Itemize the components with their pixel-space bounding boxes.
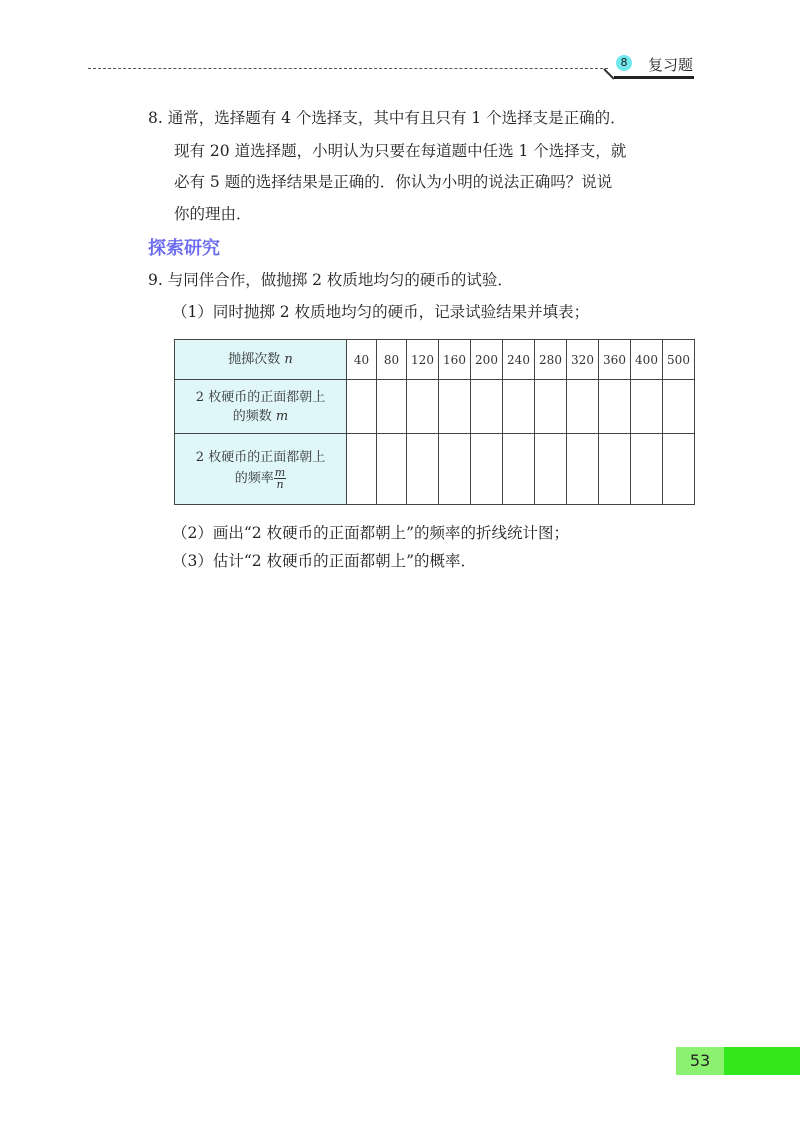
table-cell-empty bbox=[663, 380, 695, 434]
table-cell-empty bbox=[347, 380, 377, 434]
table-cell: 200 bbox=[471, 340, 503, 380]
table-cell-empty bbox=[631, 434, 663, 505]
table-cell: 80 bbox=[377, 340, 407, 380]
trial-results-table bbox=[174, 339, 695, 505]
table-cell-empty bbox=[535, 380, 567, 434]
header-dashed-rule bbox=[88, 68, 608, 69]
table-cell-empty bbox=[377, 380, 407, 434]
header-rule-slant bbox=[603, 68, 614, 79]
table-cell: 280 bbox=[535, 340, 567, 380]
row-3-label-line-1: 2 枚硬币的正面都朝上 bbox=[195, 450, 326, 465]
fraction-numerator: m bbox=[274, 466, 286, 479]
table-cell-empty bbox=[631, 380, 663, 434]
problem-9-part-2: （2）画出“2 枚硬币的正面都朝上”的频率的折线统计图； bbox=[172, 524, 570, 542]
table-cell: 240 bbox=[503, 340, 535, 380]
table-cell-empty bbox=[503, 380, 535, 434]
problem-8-line-3: 必有 5 题的选择结果是正确的．你认为小明的说法正确吗？说说 bbox=[174, 173, 613, 191]
chapter-number-badge: 8 bbox=[616, 55, 632, 71]
table-cell-empty bbox=[599, 434, 631, 505]
row-1-variable: n bbox=[284, 352, 293, 367]
table-cell: 360 bbox=[599, 340, 631, 380]
problem-8-line-1: 8. 通常，选择题有 4 个选择支，其中有且只有 1 个选择支是正确的． bbox=[148, 109, 626, 127]
frequency-fraction bbox=[274, 467, 286, 490]
table-cell-empty bbox=[599, 380, 631, 434]
row-2-label-line-2: 的频数 bbox=[232, 408, 272, 424]
row-3-label-line-2: 的频率 bbox=[234, 471, 274, 486]
table-cell: 120 bbox=[407, 340, 439, 380]
table-cell-empty bbox=[407, 380, 439, 434]
table-cell-empty bbox=[567, 434, 599, 505]
table-row bbox=[175, 340, 695, 380]
row-2-variable: m bbox=[275, 408, 289, 424]
table-cell-empty bbox=[439, 380, 471, 434]
section-heading: 探索研究 bbox=[148, 238, 220, 259]
table-row bbox=[175, 380, 695, 434]
table-cell-empty bbox=[471, 380, 503, 434]
table-cell: 320 bbox=[567, 340, 599, 380]
header-underline-bar bbox=[614, 76, 694, 79]
problem-9-part-3: （3）估计“2 枚硬币的正面都朝上”的概率． bbox=[172, 552, 476, 570]
table-cell-empty bbox=[471, 434, 503, 505]
problem-8-line-2: 现有 20 道选择题，小明认为只要在每道题中任选 1 个选择支，就 bbox=[174, 142, 627, 160]
table-cell-empty bbox=[439, 434, 471, 505]
table-row bbox=[175, 434, 695, 505]
table-row-label bbox=[175, 380, 347, 434]
row-2-label-line-1: 2 枚硬币的正面都朝上 bbox=[195, 389, 326, 405]
table-row-label bbox=[175, 434, 347, 505]
table-cell-empty bbox=[347, 434, 377, 505]
table-cell-empty bbox=[407, 434, 439, 505]
table-cell: 400 bbox=[631, 340, 663, 380]
row-1-label-text: 抛掷次数 bbox=[228, 352, 281, 367]
table-cell: 40 bbox=[347, 340, 377, 380]
fraction-denominator: n bbox=[276, 478, 284, 491]
table-row-label bbox=[175, 340, 347, 380]
table-cell-empty bbox=[503, 434, 535, 505]
table-cell-empty bbox=[535, 434, 567, 505]
page-tab-dark bbox=[724, 1047, 800, 1075]
table-cell-empty bbox=[663, 434, 695, 505]
problem-9-part-1: （1）同时抛掷 2 枚质地均匀的硬币，记录试验结果并填表； bbox=[172, 303, 590, 321]
problem-8-line-4: 你的理由． bbox=[174, 205, 252, 223]
table-cell-empty bbox=[567, 380, 599, 434]
table-cell: 500 bbox=[663, 340, 695, 380]
table-cell: 160 bbox=[439, 340, 471, 380]
page-number: 53 bbox=[689, 1051, 711, 1070]
problem-9-intro: 9. 与同伴合作，做抛掷 2 枚质地均匀的硬币的试验． bbox=[148, 271, 513, 289]
table-cell-empty bbox=[377, 434, 407, 505]
chapter-title: 复习题 bbox=[648, 56, 694, 74]
